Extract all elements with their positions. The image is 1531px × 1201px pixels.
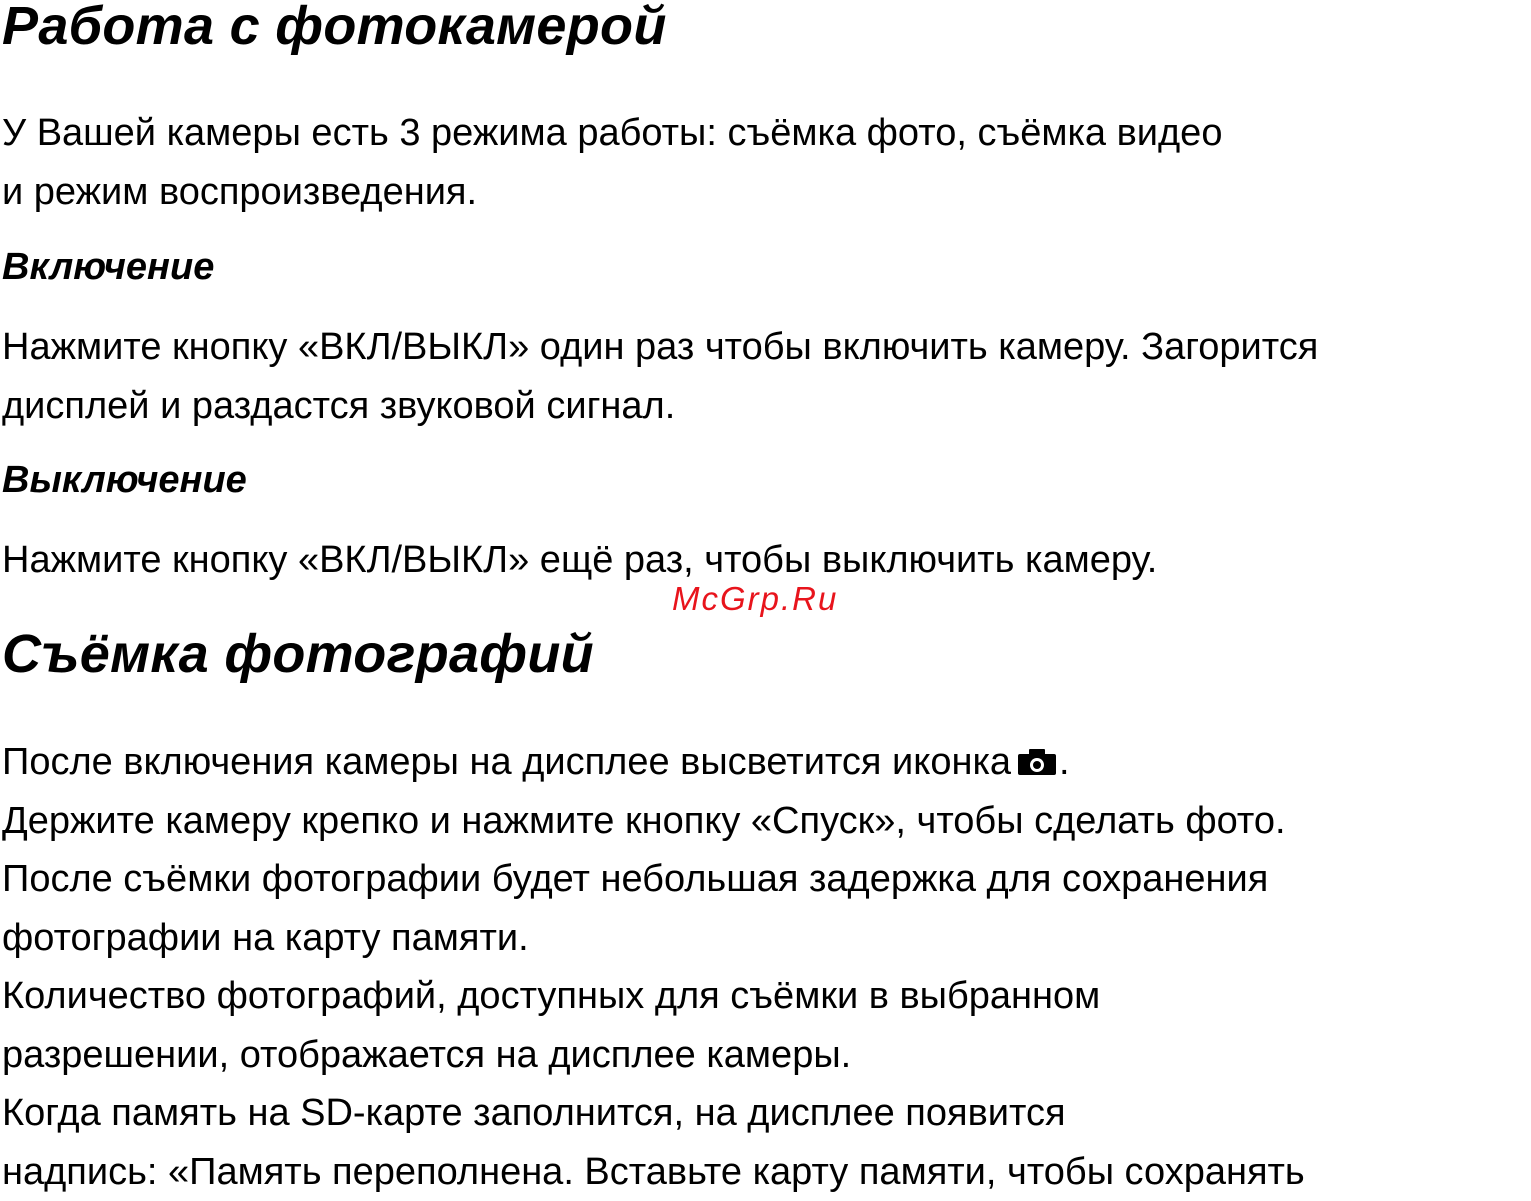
power-off-line-1: Нажмите кнопку «ВКЛ/ВЫКЛ» ещё раз, чтобы выключить камеру. bbox=[2, 531, 1157, 590]
photo-line-5: Количество фотографий, доступных для съёмки в выбранном bbox=[2, 967, 1305, 1026]
intro-paragraph bbox=[2, 104, 1222, 221]
photo-line-6: разрешении, отображается на дисплее камеры. bbox=[2, 1026, 1305, 1085]
power-off-paragraph bbox=[2, 531, 1157, 590]
camera-icon bbox=[1017, 748, 1057, 776]
intro-line-2: и режим воспроизведения. bbox=[2, 163, 1222, 222]
photo-line-4: фотографии на карту памяти. bbox=[2, 909, 1305, 968]
intro-line-1: У Вашей камеры есть 3 режима работы: съёмка фото, съёмка видео bbox=[2, 104, 1222, 163]
photo-line-1 bbox=[2, 733, 1305, 792]
photo-line-2: Держите камеру крепко и нажмите кнопку «Спуск», чтобы сделать фото. bbox=[2, 792, 1305, 851]
power-on-line-2: дисплей и раздастся звуковой сигнал. bbox=[2, 377, 1318, 436]
photo-paragraph bbox=[2, 733, 1305, 1201]
watermark: McGrp.Ru bbox=[672, 579, 838, 619]
power-on-heading: Включение bbox=[2, 245, 214, 289]
photo-line-7: Когда память на SD-карте заполнится, на дисплее появится bbox=[2, 1084, 1305, 1143]
section-title-camera-operation: Работа с фотокамерой bbox=[2, 0, 667, 56]
photo-line-3: После съёмки фотографии будет небольшая задержка для сохранения bbox=[2, 850, 1305, 909]
photo-line-8: надпись: «Память переполнена. Вставьте карту памяти, чтобы сохранять bbox=[2, 1143, 1305, 1201]
section-title-photo-shooting: Съёмка фотографий bbox=[2, 624, 594, 684]
power-off-heading: Выключение bbox=[2, 458, 247, 502]
photo-line-1-text: После включения камеры на дисплее высветится иконка bbox=[2, 741, 1011, 783]
power-on-paragraph bbox=[2, 318, 1318, 435]
photo-line-1-period: . bbox=[1059, 741, 1070, 783]
power-on-line-1: Нажмите кнопку «ВКЛ/ВЫКЛ» один раз чтобы включить камеру. Загорится bbox=[2, 318, 1318, 377]
